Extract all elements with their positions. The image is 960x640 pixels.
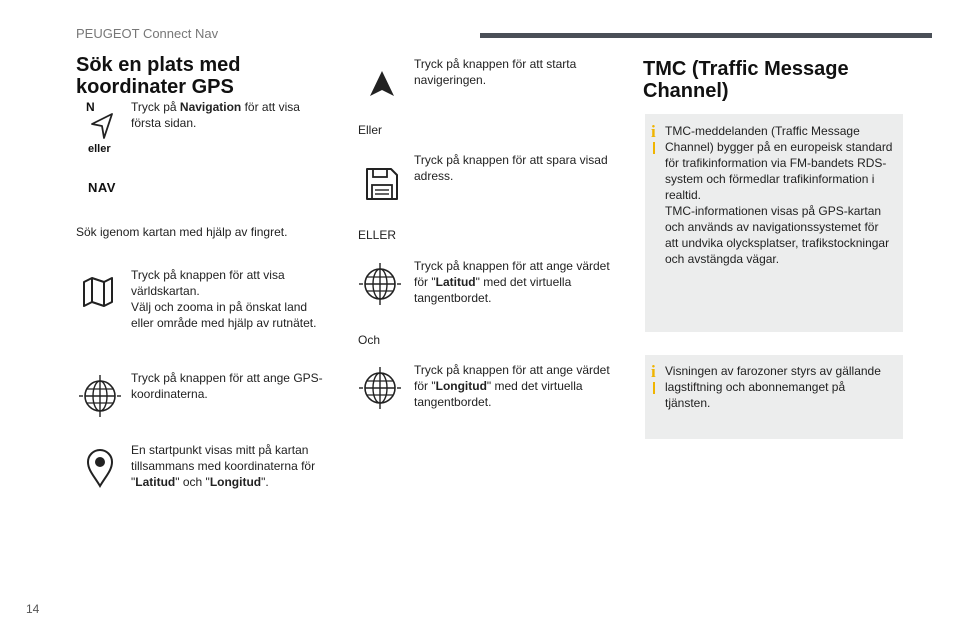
header-title: PEUGEOT Connect Nav [76, 26, 219, 41]
save-icon [364, 166, 400, 202]
info-accent-bar [653, 142, 655, 154]
world-map-icon [80, 272, 116, 312]
nav-button-label: NAV [88, 180, 116, 195]
danger-zone-info-box [645, 355, 903, 439]
save-address-instruction: Tryck på knappen för att spara visad adress. [414, 153, 608, 183]
header-bar [480, 33, 932, 38]
section-title-gps: Sök en plats med koordinater GPS [76, 54, 241, 98]
eller-label-3: ELLER [358, 228, 397, 242]
danger-zone-text: Visningen av farozoner styrs av gällande lagstiftning och abonnemanget på tjänsten. [665, 364, 881, 410]
globe-latitude-icon [358, 262, 402, 306]
gps-coord-instruction: Tryck på knappen för att ange GPS- koordinaterna. [131, 371, 323, 401]
latitude-instruction: Tryck på knappen för att ange värdet för "Latitud" med det virtuella tangentbordet. [414, 259, 610, 305]
page-number: 14 [26, 602, 40, 616]
world-map-instruction: Tryck på knappen för att visa världskartan. Välj och zooma in på önskat land eller område med hjälp av rutnätet. [131, 268, 317, 330]
tmc-info-box [645, 114, 903, 332]
section-title-tmc: TMC (Traffic Message Channel) [643, 58, 849, 102]
eller-label-2: Eller [358, 123, 383, 137]
navigation-arrow-icon [366, 68, 398, 100]
start-nav-instruction: Tryck på knappen för att starta navigeringen. [414, 57, 577, 87]
och-label: Och [358, 333, 381, 347]
globe-grid-icon [78, 374, 122, 418]
globe-longitude-icon [358, 366, 402, 410]
info-icon: i [651, 122, 656, 141]
location-pin-icon [84, 446, 116, 490]
nav-instruction: Tryck på Navigation för att visa första sidan. [131, 100, 300, 130]
search-map-text: Sök igenom kartan med hjälp av fingret. [76, 225, 288, 239]
eller-label: eller [88, 143, 111, 155]
start-point-text: En startpunkt visas mitt på kartan tillsammans med koordinaterna för "Latitud" och "Longitud". [131, 443, 316, 489]
info-icon: i [651, 362, 656, 381]
info-accent-bar [653, 382, 655, 394]
tmc-info-text: TMC-meddelanden (Traffic Message Channel) bygger på en europeisk standard för trafikinformation via FM-bandets RDS- system och förmedlar trafikinformation i realtid. TMC-informationen visas på GPS-kartan och används av navigationssystemet för att undvika olycksplatser, trafikstockningar och avstängda vägar. [665, 124, 893, 266]
longitude-instruction: Tryck på knappen för att ange värdet för "Longitud" med det virtuella tangentbordet. [414, 363, 610, 409]
